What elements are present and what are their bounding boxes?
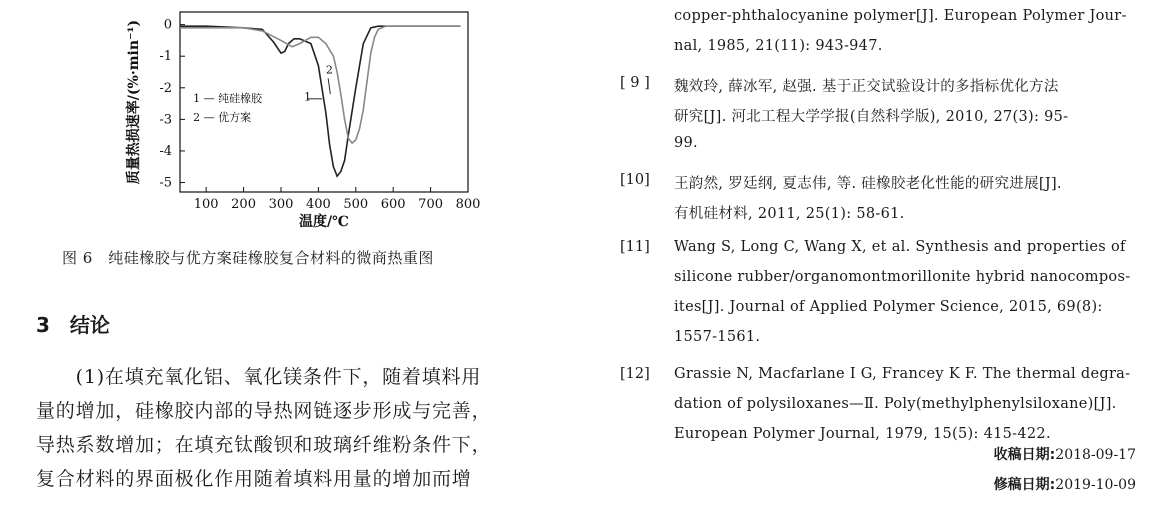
x-tick-label: 400 [305,197,331,212]
x-tick-label: 200 [231,197,256,212]
paragraph-line: 量的增加，硅橡胶内部的导热网链逐步形成与完善， [36,400,492,422]
x-tick-label: 700 [418,197,444,212]
y-tick-label: -1 [159,49,172,65]
curve-label-2: 2 [325,63,333,77]
y-tick-label: -3 [159,112,172,128]
y-tick-label: -2 [159,80,172,96]
reference-number: [12] [620,366,650,382]
revised-date-label: 修稿日期: [993,477,1056,493]
reference-number: [11] [620,239,650,255]
x-tick-label: 800 [455,197,480,212]
received-date-value: 2018-09-17 [1055,447,1136,463]
reference-line: nal, 1985, 21(11): 943-947. [674,38,883,54]
y-tick-label: 0 [163,17,172,33]
paragraph-line: (1)在填充氧化铝、氧化镁条件下，随着填料用 [36,366,482,388]
curve-pointer-2 [328,78,330,94]
reference-line: Grassie N, Macfarlane I G, Francey K F. The thermal degra- [674,366,1131,382]
series-line-2 [180,26,461,143]
x-tick-label: 100 [193,197,219,212]
reference-line: European Polymer Journal, 1979, 15(5): 415-422. [674,426,1051,442]
x-axis-label: 温度/℃ [299,214,349,230]
received-date [994,444,1136,464]
section-number: 3 [36,313,50,337]
x-tick-label: 600 [380,197,406,212]
reference-line: dation of polysiloxanes—Ⅱ. Poly(methylphenylsiloxane)[J]. [674,396,1117,412]
y-tick-label: -4 [159,143,172,159]
legend-entry: 2 — 优方案 [193,111,252,124]
reference-line: 王韵然, 罗廷纲, 夏志伟, 等. 硅橡胶老化性能的研究进展[J]. [674,176,1062,192]
figure-caption: 图 6 纯硅橡胶与优方案硅橡胶复合材料的微商热重图 [62,249,434,267]
reference-number: [ 9 ] [620,75,650,91]
reference-line: ites[J]. Journal of Applied Polymer Science, 2015, 69(8): [674,299,1103,315]
reference-number: [10] [620,172,650,188]
revised-date-value: 2019-10-09 [1055,477,1136,493]
reference-line: Wang S, Long C, Wang X, et al. Synthesis and properties of [674,239,1126,255]
revised-date [994,474,1136,494]
reference-line: 99. [674,135,698,151]
reference-line: 有机硅材料, 2011, 25(1): 58-61. [674,206,905,222]
reference-line: 研究[J]. 河北工程大学学报(自然科学版), 2010, 27(3): 95- [674,109,1069,125]
reference-line: copper-phthalocyanine polymer[J]. European Polymer Jour- [674,8,1127,24]
section-heading [36,309,110,338]
legend-entry: 1 — 纯硅橡胶 [193,92,263,105]
x-tick-label: 500 [343,197,369,212]
curve-label-1: 1 [304,90,312,104]
reference-line: 魏效玲, 薛冰军, 赵强. 基于正交试验设计的多指标优化方法 [674,79,1059,95]
reference-line: silicone rubber/organomontmorillonite hybrid nanocompos- [674,269,1131,285]
reference-line: 1557-1561. [674,329,761,345]
y-axis-label: 质量热损速率/(%·min⁻¹) [126,19,142,185]
dtg-chart [60,0,480,240]
x-tick-label: 300 [268,197,294,212]
received-date-label: 收稿日期: [993,447,1056,463]
y-tick-label: -5 [159,175,172,191]
paragraph-line: 导热系数增加；在填充钛酸钡和玻璃纤维粉条件下， [36,434,492,456]
section-title: 结论 [69,313,110,337]
right-column [620,0,1150,519]
paragraph-line: 复合材料的界面极化作用随着填料用量的增加而增 [36,468,472,490]
